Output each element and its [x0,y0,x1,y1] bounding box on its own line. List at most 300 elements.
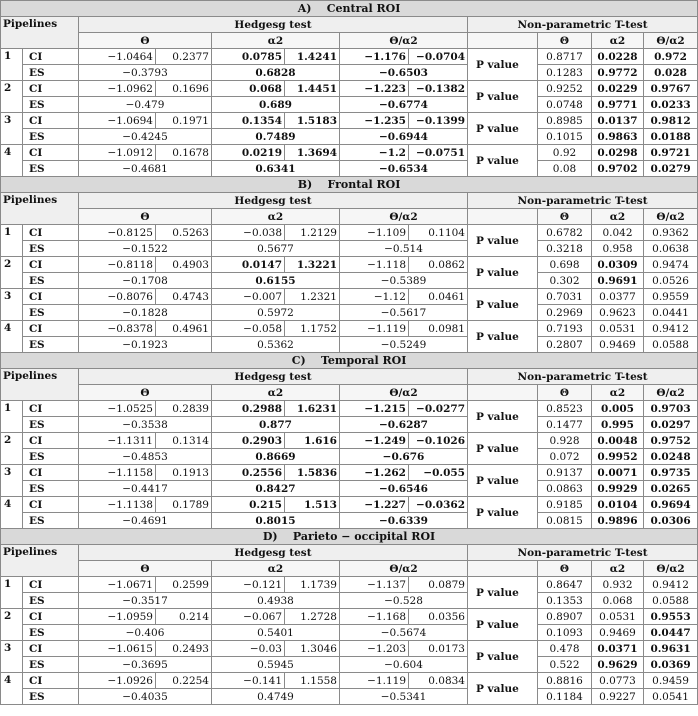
alpha2-ci-low: 0.0785 [212,49,285,65]
alpha2-ci-high: 1.2129 [285,225,340,241]
p-value-label: P value [468,49,538,81]
ci-row [1,401,698,417]
np-theta-value: 0.8717 [538,49,592,65]
es-label: ES [23,625,79,641]
p-value-label: P value [468,497,538,529]
p-value-label: P value [468,113,538,145]
np-alpha2-es: 0.958 [592,241,644,257]
p-value-label: P value [468,577,538,609]
theta-es: −0.479 [79,97,212,113]
np-ratio-value: 0.9703 [644,401,698,417]
ratio-ci-high: −0.0704 [409,49,468,65]
np-theta-value: 0.6782 [538,225,592,241]
ci-label: CI [23,641,79,657]
alpha2-ci-low: −0.121 [212,577,285,593]
section-title: B) Frontal ROI [1,177,698,193]
ratio-ci-high: −0.055 [409,465,468,481]
ci-row [1,609,698,625]
ci-row [1,641,698,657]
theta-es: −0.3538 [79,417,212,433]
alpha2-ci-low: 0.1354 [212,113,285,129]
section-title-row [1,177,698,193]
alpha2-ci-low: 0.0147 [212,257,285,273]
header-row [1,193,698,209]
alpha2-es: 0.6341 [212,161,340,177]
es-row [1,593,698,609]
ratio-ci-high: −0.0751 [409,145,468,161]
np-ratio-value: 0.9459 [644,673,698,689]
pipeline-number: 2 [1,81,23,113]
np-ratio-es: 0.0447 [644,625,698,641]
np-theta-es: 0.3218 [538,241,592,257]
alpha2-ci-high: 1.513 [285,497,340,513]
alpha2-ci-high: 1.3694 [285,145,340,161]
alpha2-es: 0.5945 [212,657,340,673]
np-ratio-value: 0.9694 [644,497,698,513]
es-row [1,513,698,529]
alpha2-es: 0.8669 [212,449,340,465]
pipeline-number: 4 [1,497,23,529]
alpha2-ci-low: 0.215 [212,497,285,513]
alpha2-es: 0.6155 [212,273,340,289]
alpha2-es: 0.8427 [212,481,340,497]
p-value-label: P value [468,609,538,641]
ratio-header: Θ/α2 [340,33,468,49]
ci-label: CI [23,321,79,337]
np-theta-es: 0.1477 [538,417,592,433]
ratio-ci-low: −1.215 [340,401,409,417]
np-alpha2-es: 0.9771 [592,97,644,113]
pipelines-header: Pipelines [1,193,79,225]
alpha2-ci-high: 1.1752 [285,321,340,337]
alpha2-es: 0.877 [212,417,340,433]
theta-ci-high: 0.1314 [156,433,212,449]
hedges-test-header: Hedgesg test [79,369,468,385]
np-alpha2-value: 0.932 [592,577,644,593]
np-theta-value: 0.9185 [538,497,592,513]
alpha2-es: 0.8015 [212,513,340,529]
ci-row [1,81,698,97]
np-ratio-es: 0.0265 [644,481,698,497]
np-ratio-es: 0.0233 [644,97,698,113]
np-alpha2-es: 0.9469 [592,625,644,641]
np-ratio-es: 0.0279 [644,161,698,177]
np-theta-value: 0.698 [538,257,592,273]
theta-ci-high: 0.2254 [156,673,212,689]
ratio-ci-high: 0.0862 [409,257,468,273]
section-title-row [1,353,698,369]
np-alpha2-value: 0.0071 [592,465,644,481]
alpha2-ci-high: 1.3046 [285,641,340,657]
alpha2-ci-high: 1.1558 [285,673,340,689]
ratio-ci-low: −1.227 [340,497,409,513]
p-value-label: P value [468,225,538,257]
theta-ci-high: 0.4743 [156,289,212,305]
ratio-ci-high: −0.1382 [409,81,468,97]
ratio-header: Θ/α2 [340,209,468,225]
ci-row [1,113,698,129]
np-alpha2-value: 0.0137 [592,113,644,129]
subheader-row [1,561,698,577]
es-row [1,305,698,321]
np-theta-value: 0.8647 [538,577,592,593]
np-alpha2-value: 0.042 [592,225,644,241]
alpha2-header: α2 [212,385,340,401]
ci-label: CI [23,609,79,625]
np-ratio-es: 0.0588 [644,337,698,353]
np-ratio-es: 0.0369 [644,657,698,673]
theta-ci-high: 0.4961 [156,321,212,337]
ratio-es: −0.514 [340,241,468,257]
np-ratio-es: 0.028 [644,65,698,81]
theta-ci-low: −1.0959 [79,609,156,625]
ratio-header: Θ/α2 [340,561,468,577]
nonparametric-header: Non-parametric T-test [468,17,698,33]
np-ratio-es: 0.0588 [644,593,698,609]
ratio-ci-low: −1.262 [340,465,409,481]
theta-ci-high: 0.2493 [156,641,212,657]
ratio-ci-high: 0.0173 [409,641,468,657]
theta-ci-low: −1.0926 [79,673,156,689]
np-alpha2-es: 0.9623 [592,305,644,321]
p-value-label: P value [468,673,538,705]
ci-label: CI [23,401,79,417]
theta-ci-high: 0.1696 [156,81,212,97]
np-ratio-value: 0.9412 [644,577,698,593]
theta-es: −0.3793 [79,65,212,81]
es-label: ES [23,97,79,113]
ci-label: CI [23,289,79,305]
theta-header: Θ [79,385,212,401]
ci-label: CI [23,433,79,449]
theta-ci-low: −1.1158 [79,465,156,481]
alpha2-ci-high: 1.4241 [285,49,340,65]
ci-row [1,289,698,305]
nonparametric-header: Non-parametric T-test [468,193,698,209]
ci-row [1,673,698,689]
ratio-es: −0.6534 [340,161,468,177]
ratio-ci-high: 0.0356 [409,609,468,625]
np-ratio-value: 0.9812 [644,113,698,129]
alpha2-es: 0.5401 [212,625,340,641]
alpha2-ci-high: 1.2728 [285,609,340,625]
alpha2-ci-high: 1.6231 [285,401,340,417]
np-alpha2-value: 0.0773 [592,673,644,689]
ci-row [1,465,698,481]
np-ratio-es: 0.0297 [644,417,698,433]
alpha2-es: 0.6828 [212,65,340,81]
p-value-label: P value [468,81,538,113]
np-theta-value: 0.8907 [538,609,592,625]
section-title: D) Parieto − occipital ROI [1,529,698,545]
np-theta-es: 0.302 [538,273,592,289]
pipeline-number: 1 [1,401,23,433]
es-row [1,657,698,673]
np-theta-es: 0.072 [538,449,592,465]
np-alpha2-value: 0.0377 [592,289,644,305]
es-label: ES [23,65,79,81]
p-value-label: P value [468,257,538,289]
alpha2-ci-low: −0.067 [212,609,285,625]
pipeline-number: 2 [1,257,23,289]
np-ratio-value: 0.9412 [644,321,698,337]
es-label: ES [23,337,79,353]
p-value-label: P value [468,401,538,433]
subheader-row [1,385,698,401]
blank-header [468,209,538,225]
np-ratio-es: 0.0526 [644,273,698,289]
alpha2-es: 0.7489 [212,129,340,145]
np-theta-es: 0.0815 [538,513,592,529]
np-theta-value: 0.9137 [538,465,592,481]
es-row [1,97,698,113]
p-value-label: P value [468,321,538,353]
ratio-es: −0.5341 [340,689,468,705]
es-label: ES [23,593,79,609]
ratio-es: −0.6944 [340,129,468,145]
es-row [1,625,698,641]
np-alpha2-value: 0.0048 [592,433,644,449]
np-theta-es: 0.2807 [538,337,592,353]
subheader-row [1,33,698,49]
nonparametric-header: Non-parametric T-test [468,545,698,561]
es-label: ES [23,273,79,289]
ratio-es: −0.6287 [340,417,468,433]
ratio-es: −0.676 [340,449,468,465]
es-label: ES [23,513,79,529]
ratio-ci-low: −1.118 [340,257,409,273]
theta-ci-low: −1.0962 [79,81,156,97]
np-alpha2-es: 0.9702 [592,161,644,177]
alpha2-ci-high: 1.3221 [285,257,340,273]
pipeline-number: 3 [1,465,23,497]
alpha2-ci-low: −0.03 [212,641,285,657]
ci-label: CI [23,113,79,129]
theta-es: −0.406 [79,625,212,641]
ci-row [1,49,698,65]
np-theta-es: 0.08 [538,161,592,177]
alpha2-ci-low: −0.141 [212,673,285,689]
ratio-ci-high: −0.0362 [409,497,468,513]
header-row [1,17,698,33]
alpha2-header: α2 [212,209,340,225]
ratio-ci-low: −1.223 [340,81,409,97]
ci-label: CI [23,257,79,273]
pipeline-number: 4 [1,145,23,177]
subheader-row [1,209,698,225]
alpha2-ci-low: 0.2903 [212,433,285,449]
theta-es: −0.3517 [79,593,212,609]
theta-header: Θ [79,561,212,577]
ci-row [1,145,698,161]
np-alpha2-es: 0.9629 [592,657,644,673]
pipeline-number: 4 [1,673,23,705]
ratio-es: −0.6503 [340,65,468,81]
alpha2-ci-low: −0.007 [212,289,285,305]
np-theta-value: 0.92 [538,145,592,161]
ratio-ci-high: 0.0879 [409,577,468,593]
header-row [1,545,698,561]
ci-label: CI [23,497,79,513]
theta-es: −0.4691 [79,513,212,529]
es-label: ES [23,241,79,257]
theta-ci-high: 0.5263 [156,225,212,241]
np-theta-value: 0.7031 [538,289,592,305]
ratio-es: −0.604 [340,657,468,673]
section-title-row [1,529,698,545]
ratio-ci-high: 0.0834 [409,673,468,689]
alpha2-ci-high: 1.4451 [285,81,340,97]
np-alpha2-value: 0.005 [592,401,644,417]
ratio-es: −0.6774 [340,97,468,113]
np-ratio-value: 0.9752 [644,433,698,449]
ratio-ci-low: −1.2 [340,145,409,161]
ratio-es: −0.5617 [340,305,468,321]
alpha2-es: 0.4938 [212,593,340,609]
p-value-label: P value [468,145,538,177]
theta-header: Θ [79,33,212,49]
np-alpha2-value: 0.0531 [592,321,644,337]
theta-ci-low: −0.8125 [79,225,156,241]
np-theta-es: 0.1015 [538,129,592,145]
theta-ci-low: −1.1311 [79,433,156,449]
np-ratio-es: 0.0306 [644,513,698,529]
p-value-label: P value [468,465,538,497]
alpha2-ci-high: 1.5183 [285,113,340,129]
np-ratio-header: Θ/α2 [644,209,698,225]
p-value-label: P value [468,289,538,321]
theta-es: −0.1923 [79,337,212,353]
theta-es: −0.1708 [79,273,212,289]
np-alpha2-header: α2 [592,385,644,401]
theta-ci-low: −1.0464 [79,49,156,65]
theta-ci-low: −0.8076 [79,289,156,305]
ci-row [1,577,698,593]
alpha2-ci-low: −0.058 [212,321,285,337]
alpha2-es: 0.5362 [212,337,340,353]
np-alpha2-es: 0.068 [592,593,644,609]
np-theta-es: 0.1184 [538,689,592,705]
np-theta-value: 0.8523 [538,401,592,417]
np-ratio-header: Θ/α2 [644,33,698,49]
theta-ci-high: 0.1789 [156,497,212,513]
ci-row [1,321,698,337]
np-ratio-es: 0.0248 [644,449,698,465]
np-ratio-value: 0.9474 [644,257,698,273]
np-alpha2-es: 0.9896 [592,513,644,529]
pipelines-header: Pipelines [1,545,79,577]
section-title-row [1,1,698,17]
es-row [1,161,698,177]
es-label: ES [23,129,79,145]
alpha2-es: 0.5972 [212,305,340,321]
alpha2-ci-high: 1.2321 [285,289,340,305]
pipeline-number: 1 [1,225,23,257]
pipeline-number: 1 [1,49,23,81]
alpha2-ci-low: 0.068 [212,81,285,97]
ratio-ci-low: −1.109 [340,225,409,241]
np-alpha2-es: 0.9952 [592,449,644,465]
np-ratio-value: 0.9559 [644,289,698,305]
np-alpha2-es: 0.9469 [592,337,644,353]
ratio-ci-low: −1.119 [340,673,409,689]
blank-header [468,385,538,401]
alpha2-ci-high: 1.5836 [285,465,340,481]
alpha2-es: 0.5677 [212,241,340,257]
np-ratio-value: 0.9767 [644,81,698,97]
np-alpha2-es: 0.995 [592,417,644,433]
theta-ci-high: 0.1678 [156,145,212,161]
ratio-ci-high: 0.0981 [409,321,468,337]
ci-label: CI [23,81,79,97]
np-alpha2-es: 0.9772 [592,65,644,81]
np-theta-header: Θ [538,561,592,577]
theta-ci-high: 0.2377 [156,49,212,65]
ratio-es: −0.5249 [340,337,468,353]
theta-ci-low: −1.0912 [79,145,156,161]
ratio-header: Θ/α2 [340,385,468,401]
theta-es: −0.4853 [79,449,212,465]
ci-label: CI [23,673,79,689]
theta-ci-low: −1.1138 [79,497,156,513]
pipeline-number: 3 [1,289,23,321]
ratio-ci-low: −1.176 [340,49,409,65]
np-theta-value: 0.7193 [538,321,592,337]
alpha2-ci-low: −0.038 [212,225,285,241]
np-theta-es: 0.0748 [538,97,592,113]
np-theta-value: 0.8985 [538,113,592,129]
np-theta-es: 0.1283 [538,65,592,81]
theta-es: −0.4681 [79,161,212,177]
np-ratio-value: 0.9721 [644,145,698,161]
np-ratio-es: 0.0638 [644,241,698,257]
es-label: ES [23,449,79,465]
theta-ci-high: 0.4903 [156,257,212,273]
es-label: ES [23,305,79,321]
ratio-es: −0.6546 [340,481,468,497]
ratio-ci-low: −1.168 [340,609,409,625]
pipeline-number: 4 [1,321,23,353]
ci-row [1,257,698,273]
np-ratio-value: 0.9735 [644,465,698,481]
alpha2-header: α2 [212,33,340,49]
pipelines-header: Pipelines [1,369,79,401]
np-ratio-value: 0.9553 [644,609,698,625]
ci-label: CI [23,49,79,65]
np-theta-es: 0.522 [538,657,592,673]
es-label: ES [23,161,79,177]
np-alpha2-es: 0.9227 [592,689,644,705]
theta-ci-high: 0.2839 [156,401,212,417]
np-alpha2-value: 0.0298 [592,145,644,161]
np-alpha2-es: 0.9691 [592,273,644,289]
np-alpha2-value: 0.0228 [592,49,644,65]
es-row [1,129,698,145]
alpha2-es: 0.689 [212,97,340,113]
ci-label: CI [23,145,79,161]
np-alpha2-header: α2 [592,209,644,225]
theta-header: Θ [79,209,212,225]
es-row [1,449,698,465]
theta-es: −0.4035 [79,689,212,705]
nonparametric-header: Non-parametric T-test [468,369,698,385]
np-theta-header: Θ [538,385,592,401]
theta-ci-low: −1.0671 [79,577,156,593]
blank-header [468,33,538,49]
np-ratio-es: 0.0188 [644,129,698,145]
theta-ci-high: 0.1913 [156,465,212,481]
es-row [1,337,698,353]
